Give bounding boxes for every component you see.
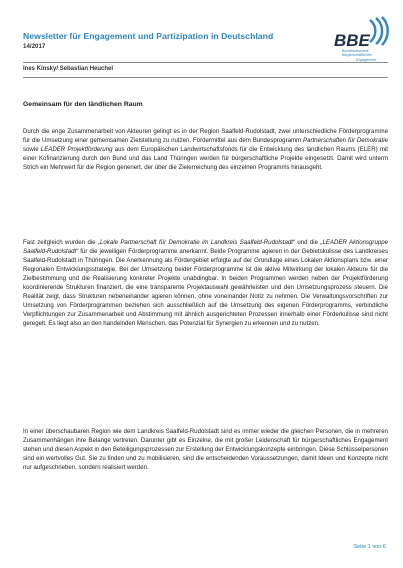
program-name-leader: LEADER Projektförderung — [40, 146, 113, 153]
logo-caption-line-1: Bundesnetzwerk — [342, 49, 369, 53]
paragraph-1-text-c: sowie — [23, 146, 41, 153]
program-name-partnerschaften: Partnerschaften für Demokratie — [303, 137, 388, 144]
logo-caption-line-3: Engagement — [356, 57, 377, 62]
logo-caption — [342, 49, 392, 62]
paragraph-3: In einer überschaubaren Region wie dem Landkreis Saalfeld-Rudolstadt sind es immer wieder die gleichen Personen, die in mehreren Zusammenhängen ihre Belange vertreten. Darunter gibt es Einzelne, die mit großer Leidenschaft für bürgerschaftliches Engagement stehen und diesen Aspekt in den Beteiligungsprozessen zur Erstellung der Entwicklungskonzepte einbringen. Diese Schlüsselpersonen sind ein wertvolles Gut. Sie zu finden und zu mobilisieren, sind die entscheidenden Voraussetzungen, damit Ideen und Konzepte nicht nur aufgeschrieben, sondern realisiert werden. — [23, 428, 388, 471]
header-divider-top — [23, 62, 388, 63]
paragraph-2 — [23, 238, 388, 328]
paragraph-1 — [23, 127, 388, 172]
authors: Ines Kinsky/ Sebastian Heuchel — [23, 66, 114, 72]
logo-wave-outer-2 — [376, 18, 382, 44]
page-number: Seite 1 von 6 — [353, 544, 386, 550]
article-title: Gemeinsam für den ländlichen Raum — [23, 101, 143, 108]
program-name-lokale-partnerschaft: „Lokale Partnerschaft für Demokratie im Landkreis Saalfeld-Rudolstadt“ — [97, 239, 295, 246]
logo-wave-outer — [370, 20, 375, 42]
paragraph-2-text-a: Fast zeitgleich wurden die — [23, 239, 98, 246]
bbe-logo-icon — [330, 16, 390, 50]
issue-number: 14/2017 — [23, 43, 46, 50]
logo-caption-line-2: Bürgerschaftliches — [342, 53, 372, 58]
paragraph-1-text-e: aus dem Europäischen Landwirtschaftsfonds für die Entwicklung des ländlichen Raums (ELER) mit einer Kofinanzierung durch den Bund und das Land Thüringen werden für bürgerschaftliche Projekte eingesetzt. Damit wird unterm Strich ein Mehrwert für die Region generiert, der über die Zielerreichung des einzelnen Programms hinausgeht. — [23, 146, 388, 171]
newsletter-title: Newsletter für Engagement und Partizipation in Deutschland — [23, 31, 274, 41]
header-divider-bottom — [23, 77, 388, 78]
program-name-leader-aktionsgruppe: „LEADER Aktionsgruppe Saalfeld-Rudolstadt“ — [23, 239, 388, 255]
paragraph-1-text-a: Durch die enge Zusammenarbeit von Akteuren gelingt es in der Region Saalfeld-Rudolstadt, zwei unterschiedliche Förderprogramme für die Umsetzung einer gemeinsamen Zielstellung zu nutzen. Fördermittel aus dem Bundesprogramm — [23, 128, 388, 144]
logo-mark: BBE — [334, 31, 370, 50]
paragraph-2-text-e: für die jeweiligen Förderprogramme anerkannt. Beide Programme agieren in der Gebietskulisse des Landkreises Saalfeld-Rudolstadt in Thüringen. Die Anerkennung als Fördergebiet erfolgte auf der Grundlage eines Lokalen Aktionsplans bzw. einer Regionalen Entwicklungsstrategie. Bei der Umsetzung beider Förderprogramme ist die aktive Mitwirkung der lokalen Akteure für die Zielbestimmung und die Realisierung konkreter Projekte unabdingbar. In beiden Programmen werden neben der Projektförderung koordinierende Strukturen finanziert, die eine transparente Projektauswahl gewährleisten und den Umsetzungsprozess steuern. Die Realität zeigt, dass Strukturen nebeneinander agieren können, ohne voneinander Notiz zu nehmen. Die Verwaltungsvorschriften zur Umsetzung von Förderprogrammen beziehen sich ausschließlich auf die Umsetzung des eigenen Förderprogramms, verbindliche Verpflichtungen zur Zusammenarbeit und Abstimmung mit ähnlich ausgerichteten Prozessen innerhalb einer Förderkulisse sind nicht geregelt. Es liegt also an den handelnden Menschen, das Potenzial für Synergien zu erkennen und zu nutzen. — [23, 248, 388, 327]
paragraph-2-text-c: und die — [294, 239, 321, 246]
